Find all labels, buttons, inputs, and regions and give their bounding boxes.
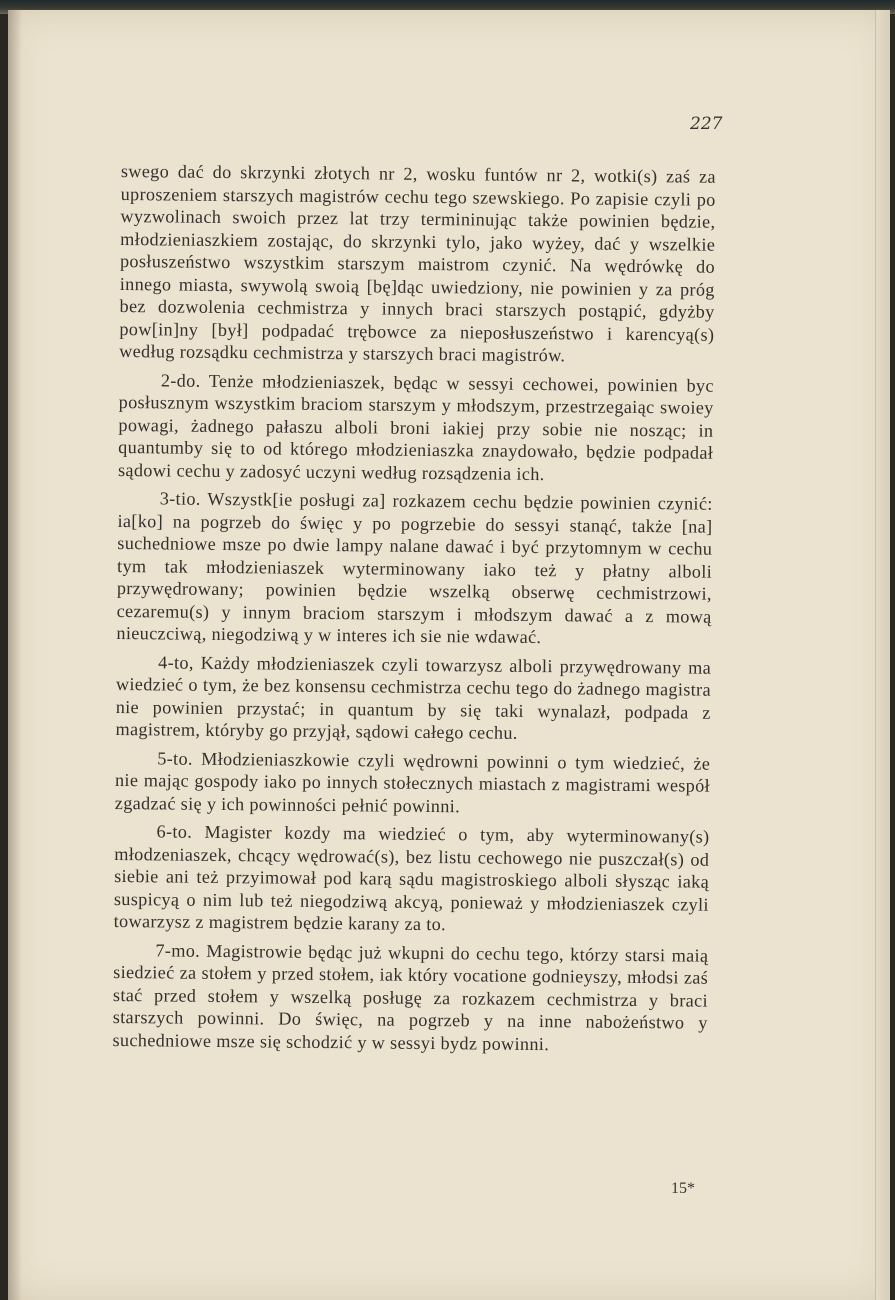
paragraph-3: 3-tio. Wszystk[ie posługi za] rozkazem cechu będzie powinien czynić: ia[ko] na pogrzeb do święc y po pogrzebie do sessyi stanąć, także [na] suchedniowe msze po dwie lampy nalane dawać i być przytomnym w cechu tym tak młodzieniaszek wyterminowany iako też y płatny alboli przywędrowany; powinien będzie wszelką obserwę cechmistrzowi, cezaremu(s) y innym braciom starszym i młodszym dawać a z mową nieuczciwą, niegodziwą y w interes ich sie nie wdawać. <box>116 488 713 648</box>
page-number: 227 <box>690 114 723 134</box>
gutter-shadow <box>8 10 22 1300</box>
body-text <box>112 160 716 1063</box>
paragraph-7: 7-mo. Magistrowie będąc już wkupni do cechu tego, którzy starsi maią siedzieć za stołem y przed stołem, iak który vocatione godnieyszy, młodsi zaś stać przed stołem y wszelką posługę za rozkazem cechmistrza y braci starszych powinni. Do święc, na pogrzeb y na inne nabożeństwo y suchedniowe msze się schodzić y w sessyi bydz powinni. <box>112 939 709 1054</box>
paragraph-5: 5-to. Młodzieniaszkowie czyli wędrowni powinni o tym wiedzieć, że nie mając gospody iako po innych stołecznych miastach z magistrami wespół zgadzać się y ich powinności pełnić powinni. <box>114 747 711 816</box>
paragraph-6: 6-to. Magister kozdy ma wiedzieć o tym, aby wyterminowany(s) młodzeniaszek, chcący wędrować(s), bez listu cechowego nie puszczał(s) od siebie ani też przyimował pod karą sądu magistroskiego alboli słysząc iaką suspicyą o nim lub też niegodziwą akcyą, ponieważ y młodzieniaszek czyli towarzysz z magistrem będzie karany za to. <box>113 821 710 935</box>
paragraph-intro: swego dać do skrzynki złotych nr 2, wosku funtów nr 2, wotki(s) zaś za uproszeniem starszych magistrów cechu tego szewskiego. Po zapisie czyli po wyzwolinach swoich przez lat trzy termininując także powinien będzie, młodzieniaszkiem zostając, do skrzynki tylo, jako wyżey, dać y wszelkie posłuszeństwo wszystkim starszym maistrom czynić. Na wędrówkę do innego miasta, swywolą swoią [bę]dąc uwiedziony, nie powinien y za próg bez dozwolenia cechmistrza y innych braci starszych postąpić, gdyżby pow[in]ny [był] podpadać trębowce za nieposłuszeństwo i karencyą(s) według rozsądku cechmistrza y starszych braci magistrów. <box>119 160 716 366</box>
next-page-edge <box>875 10 890 1300</box>
paragraph-4: 4-to, Każdy młodzieniaszek czyli towarzysz alboli przywędrowany ma wiedzieć o tym, że bez konsensu cechmistrza cechu tego do żadnego magistra nie powinien przystać; in quantum by się taki wynalazł, podpada z magistrem, któryby go przyjął, sądowi całego cechu. <box>115 651 712 743</box>
signature-mark: 15* <box>671 1180 695 1197</box>
paragraph-2: 2-do. Tenże młodzieniaszek, będąc w sessyi cechowei, powinien byc posłusznym wszystkim braciom starszym y młodszym, przestrzegaiąc swoiey powagi, żadnego pałaszu alboli broni iakiej przy sobie nie nosząc; in quantumby się to od którego młodzieniaszka znaydowało, będzie podpadał sądowi cechu y zadosyć uczyni według rozsądzenia ich. <box>117 369 714 484</box>
book-page <box>8 10 890 1300</box>
